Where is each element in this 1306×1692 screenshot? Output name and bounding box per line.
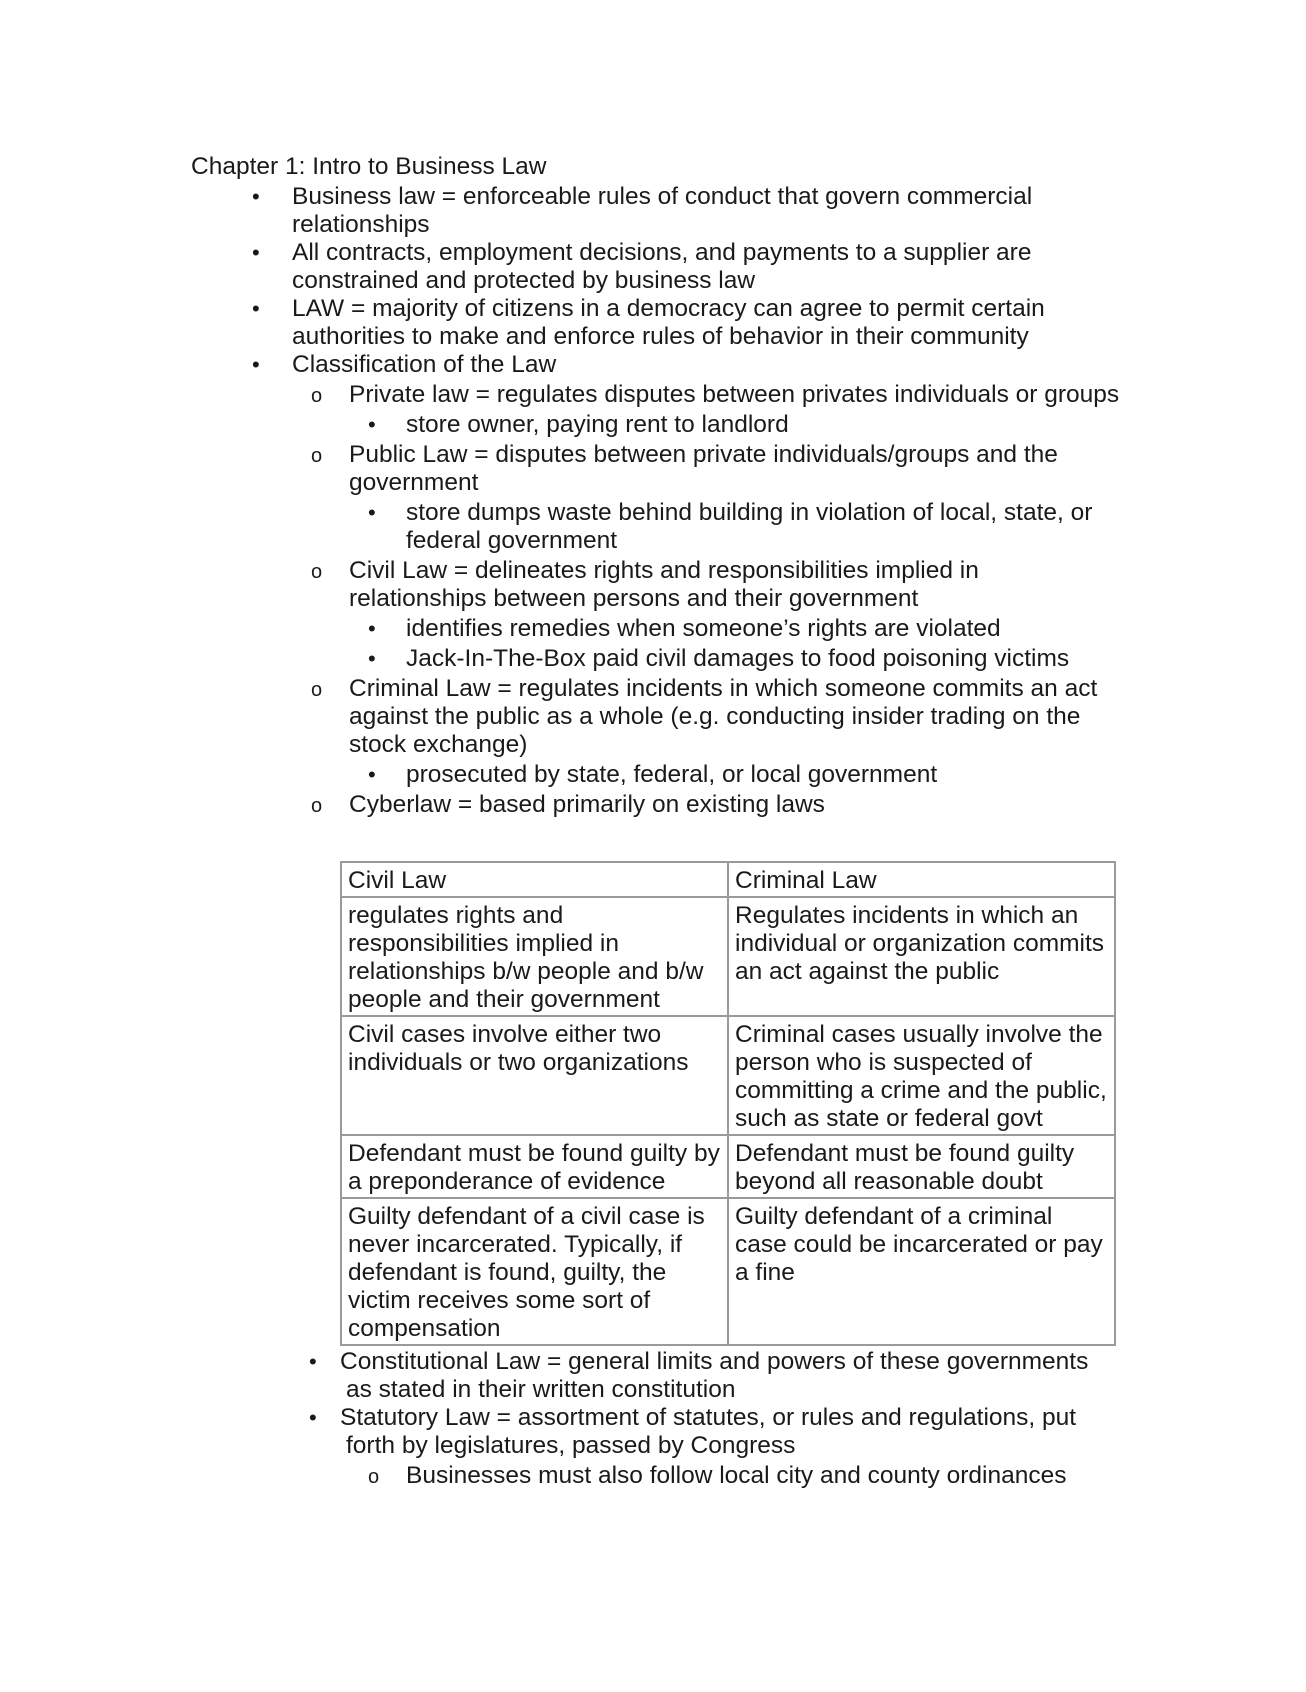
bullet-item [191,239,1121,295]
sub-bullet-text: Criminal Law = regulates incidents in which someone commits an act against the public as a whole (e.g. conducting insider trading on the stock exchange) [349,675,1098,758]
sub-bullet-item [191,675,1121,759]
sub-sub-bullet-item [191,499,1121,555]
sub-sub-bullet-text: store dumps waste behind building in violation of local, state, or federal government [406,499,1093,554]
table-header-cell: Criminal Law [728,862,1115,897]
table-cell: regulates rights and responsibilities implied in relationships b/w people and b/w people and their government [341,897,728,1016]
sub-bullet-item [191,1462,1121,1490]
circle-marker: o [311,561,323,583]
bullet-item [191,295,1121,351]
sub-bullet-item [191,557,1121,613]
bullet-marker: • [368,646,376,671]
circle-marker: o [311,445,323,467]
table-header-cell: Civil Law [341,862,728,897]
table-row [341,897,1115,1016]
bullet-item [191,1348,1121,1404]
document-body [191,153,1121,1490]
table-cell: Guilty defendant of a civil case is never incarcerated. Typically, if defendant is found, guilty, the victim receives some sort of compensation [341,1198,728,1345]
table-cell: Criminal cases usually involve the person who is suspected of committing a crime and the public, such as state or federal govt [728,1016,1115,1135]
table-header-row [341,862,1115,897]
bullet-marker: • [252,240,260,265]
bullet-text: All contracts, employment decisions, and payments to a supplier are constrained and protected by business law [292,239,1032,294]
sub-sub-bullet-item [191,645,1121,673]
sub-sub-bullet-text: Jack-In-The-Box paid civil damages to food poisoning victims [406,645,1070,672]
sub-sub-bullet-item [191,411,1121,439]
bullet-marker: • [368,616,376,641]
sub-bullet-text: Public Law = disputes between private individuals/groups and the government [349,441,1058,496]
sub-bullet-item [191,381,1121,409]
table-row [341,1135,1115,1198]
circle-marker: o [311,795,323,817]
circle-marker: o [311,679,323,701]
sub-bullet-text: Cyberlaw = based primarily on existing laws [349,791,825,818]
comparison-table [340,861,1116,1346]
bullet-item [191,1404,1121,1460]
bullet-marker: • [252,184,260,209]
sub-sub-bullet-item [191,761,1121,789]
sub-sub-bullet-text: identifies remedies when someone’s rights are violated [406,615,1001,642]
bullet-item [191,183,1121,239]
bullet-marker: • [252,352,260,377]
sub-bullet-item [191,441,1121,497]
sub-bullet-text: Private law = regulates disputes between privates individuals or groups [349,381,1120,408]
table-row [341,1016,1115,1135]
bullet-item [191,351,1121,379]
bullet-text: Business law = enforceable rules of conduct that govern commercial relationships [292,183,1033,238]
circle-marker: o [368,1466,380,1488]
table-cell: Guilty defendant of a criminal case could be incarcerated or pay a fine [728,1198,1115,1345]
table-cell: Regulates incidents in which an individual or organization commits an act against the public [728,897,1115,1016]
bullet-text: Statutory Law = assortment of statutes, or rules and regulations, put forth by legislatures, passed by Congress [340,1404,1077,1459]
bullet-marker: • [368,412,376,437]
circle-marker: o [311,385,323,407]
sub-bullet-text: Civil Law = delineates rights and responsibilities implied in relationships between persons and their government [349,557,979,612]
table-cell: Defendant must be found guilty beyond all reasonable doubt [728,1135,1115,1198]
table-cell: Civil cases involve either two individuals or two organizations [341,1016,728,1135]
chapter-title: Chapter 1: Intro to Business Law [191,153,547,180]
table-row [341,1198,1115,1345]
bullet-marker: • [368,762,376,787]
bullet-text: Constitutional Law = general limits and powers of these governments as stated in their written constitution [340,1348,1089,1403]
bullet-text: LAW = majority of citizens in a democracy can agree to permit certain authorities to make and enforce rules of behavior in their community [292,295,1045,350]
sub-sub-bullet-text: prosecuted by state, federal, or local government [406,761,938,788]
bullet-marker: • [252,296,260,321]
sub-bullet-text: Businesses must also follow local city and county ordinances [406,1462,1067,1489]
bullet-text: Classification of the Law [292,351,557,378]
sub-sub-bullet-text: store owner, paying rent to landlord [406,411,789,438]
bullet-marker: • [368,500,376,525]
table-cell: Defendant must be found guilty by a preponderance of evidence [341,1135,728,1198]
bullet-marker: • [309,1405,317,1430]
bullet-marker: • [309,1349,317,1374]
sub-sub-bullet-item [191,615,1121,643]
sub-bullet-item [191,791,1121,819]
